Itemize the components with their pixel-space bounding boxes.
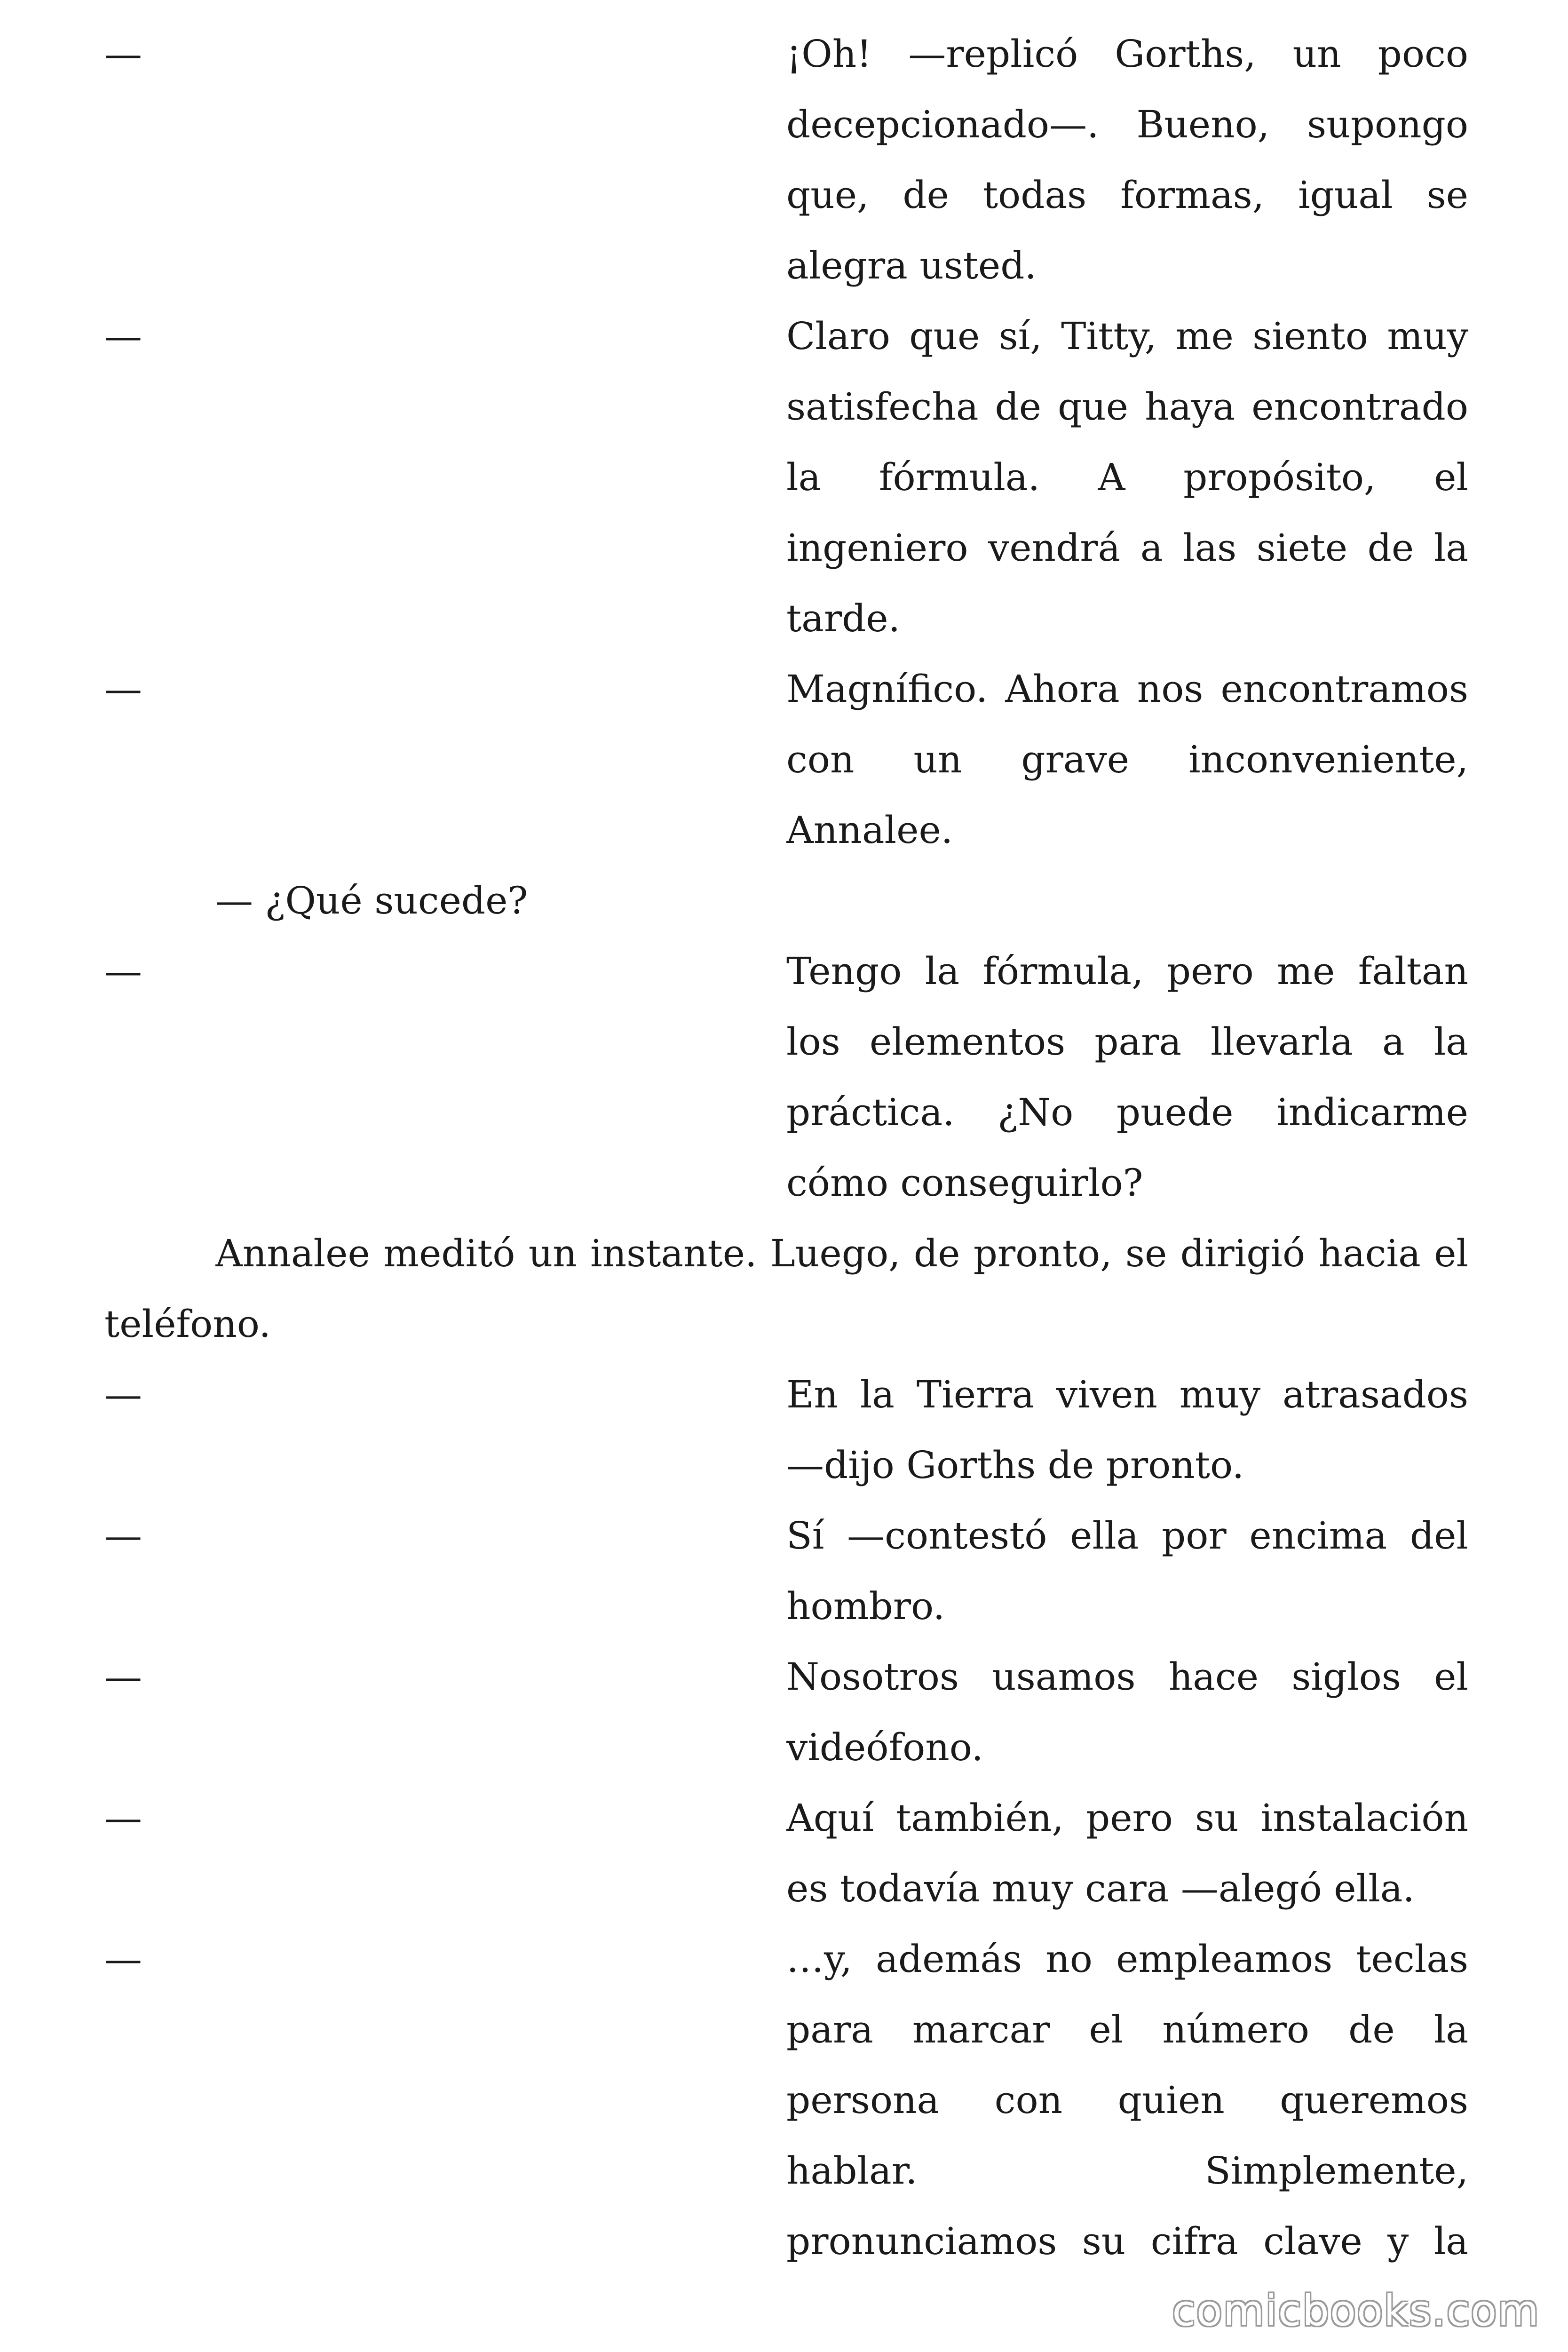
dialogue-line: hablar. Simplemente, (786, 2149, 1468, 2193)
dialogue-line: persona con quien queremos (786, 2078, 1468, 2122)
dialogue-line: alegra usted. (786, 244, 1037, 287)
dialogue-line: Annalee. (786, 808, 953, 852)
dialogue-dash: — (104, 949, 142, 993)
dialogue-line: tarde. (786, 596, 901, 640)
dialogue-line: ¡Oh! —replicó Gorths, un poco (786, 32, 1468, 76)
dialogue-line: Nosotros usamos hace siglos el (786, 1655, 1468, 1699)
dialogue-line: En la Tierra viven muy atrasados (786, 1373, 1468, 1416)
dialogue-line: Claro que sí, Titty, me siento muy (786, 314, 1468, 358)
dialogue-line: práctica. ¿No puede indicarme (786, 1090, 1468, 1134)
dialogue-dash: — (104, 1937, 142, 1981)
dialogue-line: para marcar el número de la (786, 2008, 1468, 2051)
dialogue-line: con un grave inconveniente, (786, 738, 1468, 781)
dialogue-line: ingeniero vendrá a las siete de la (786, 526, 1468, 570)
dialogue-line: Tengo la fórmula, pero me faltan (786, 949, 1468, 993)
narration-line: Annalee meditó un instante. Luego, de pronto, se dirigió hacia el (215, 1232, 1468, 1275)
dialogue-line: …y, además no empleamos teclas (786, 1937, 1468, 1981)
dialogue-line: Sí —contestó ella por encima del (786, 1514, 1468, 1557)
dialogue-line: los elementos para llevarla a la (786, 1020, 1468, 1064)
narration-line: teléfono. (104, 1302, 271, 1346)
dialogue-line: la fórmula. A propósito, el (786, 455, 1468, 499)
dialogue-dash: — (104, 1655, 142, 1699)
dialogue-line: Aquí también, pero su instalación (786, 1796, 1468, 1840)
dialogue-line: es todavía muy cara —alegó ella. (786, 1867, 1415, 1910)
dialogue-line: pronunciamos su cifra clave y la (786, 2219, 1468, 2263)
dialogue-dash: — (104, 1373, 142, 1416)
dialogue-dash: — (104, 314, 142, 358)
dialogue-dash: — (104, 667, 142, 711)
dialogue-dash: — (104, 1796, 142, 1840)
watermark-text: comicbooks.com (1172, 2286, 1540, 2336)
dialogue-dash: — (104, 32, 142, 76)
dialogue-line: que, de todas formas, igual se (786, 173, 1468, 217)
dialogue-line: videófono. (786, 1725, 983, 1769)
short-dialogue-line: — ¿Qué sucede? (215, 879, 528, 922)
dialogue-dash: — (104, 1514, 142, 1557)
dialogue-line: —dijo Gorths de pronto. (786, 1443, 1244, 1487)
dialogue-line: cómo conseguirlo? (786, 1161, 1143, 1205)
dialogue-line: decepcionado—. Bueno, supongo (786, 103, 1468, 146)
dialogue-line: satisfecha de que haya encontrado (786, 385, 1468, 429)
dialogue-line: hombro. (786, 1584, 945, 1628)
dialogue-line: Magnífico. Ahora nos encontramos (786, 667, 1468, 711)
